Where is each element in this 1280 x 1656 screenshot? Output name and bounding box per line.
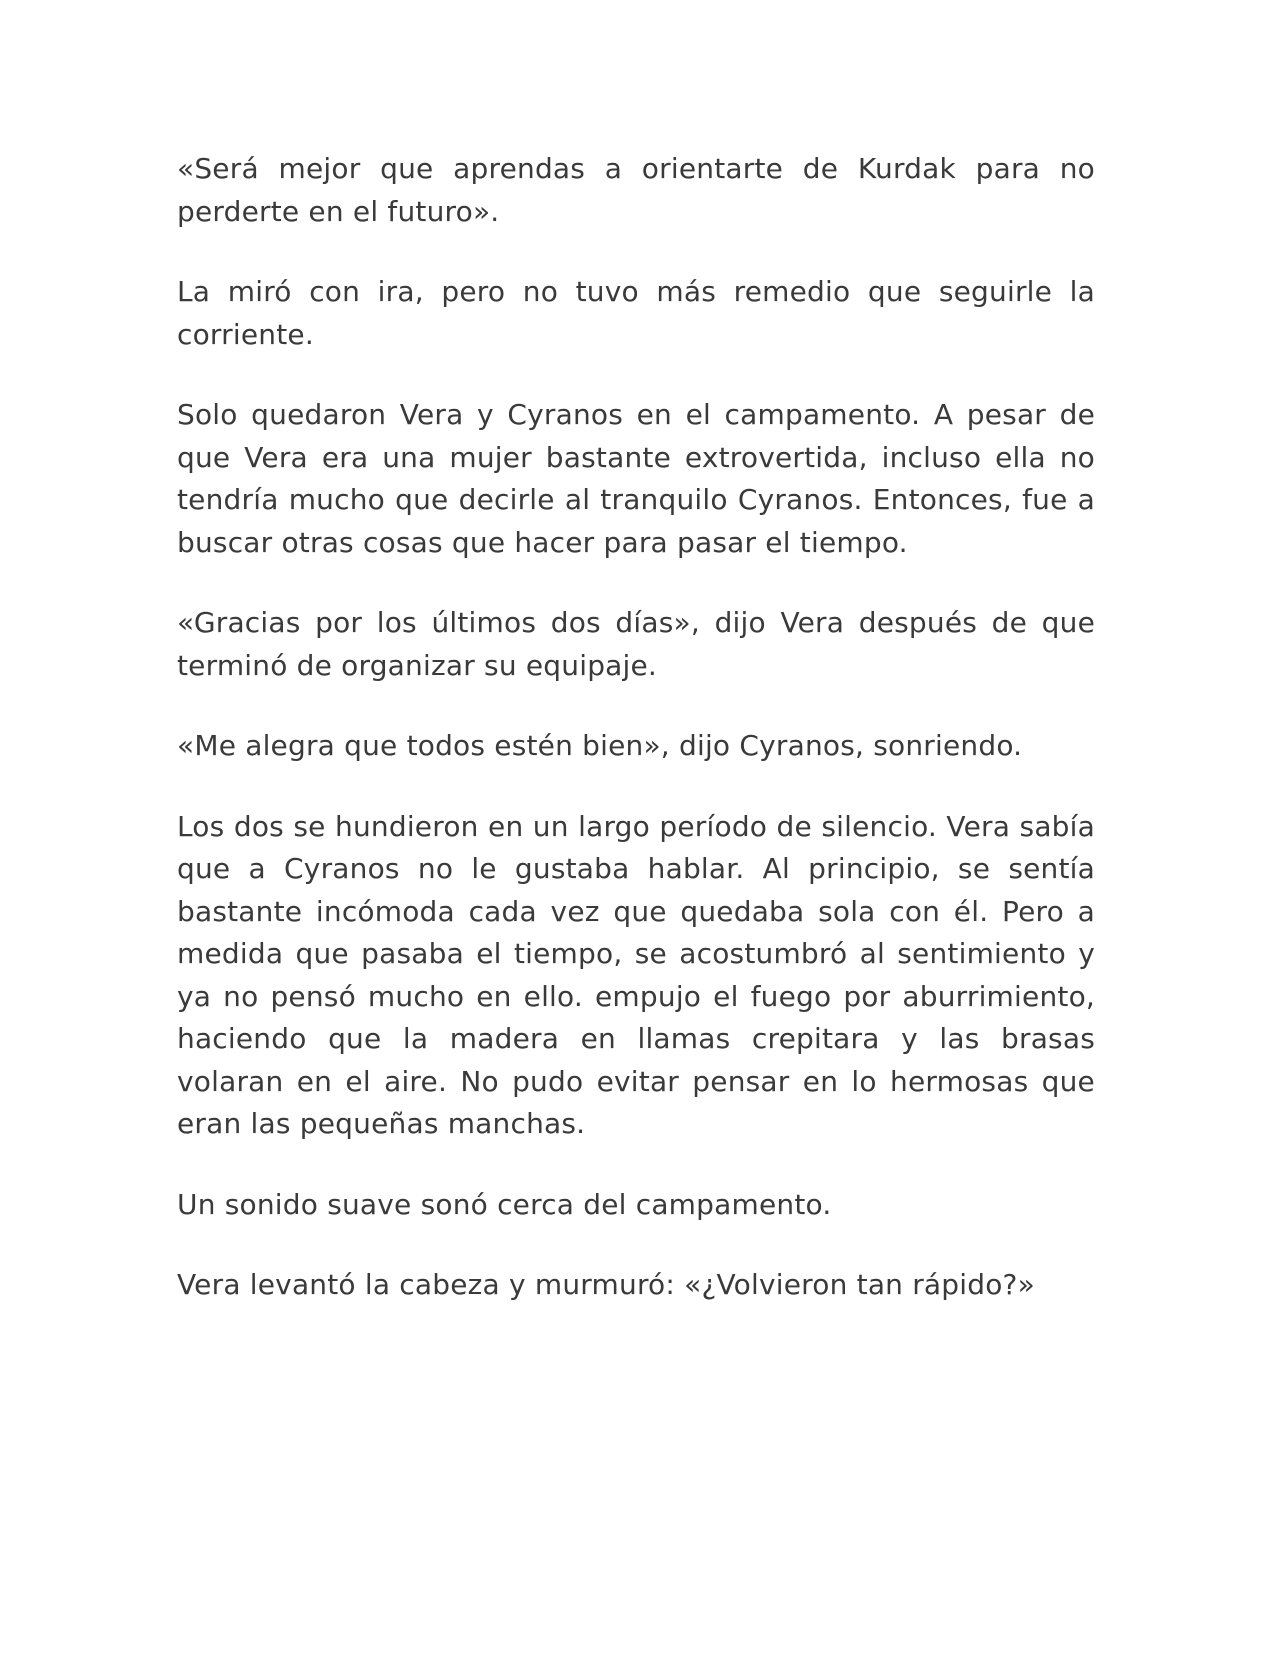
paragraph-2: La miró con ira, pero no tuvo más remedio que seguirle la corriente.: [177, 275, 1095, 351]
paragraph-1: «Será mejor que aprendas a orientarte de Kurdak para no perderte en el futuro».: [177, 152, 1095, 228]
paragraph-5: «Me alegra que todos estén bien», dijo Cyranos, sonriendo.: [177, 729, 1023, 762]
paragraph-8: Vera levantó la cabeza y murmuró: «¿Volvieron tan rápido?»: [177, 1268, 1035, 1301]
paragraph-3: Solo quedaron Vera y Cyranos en el campamento. A pesar de que Vera era una mujer bastante extrovertida, incluso ella no tendría mucho que decirle al tranquilo Cyranos. Entonces, fue a buscar otras cosas que hacer para pasar el tiempo.: [177, 398, 1095, 559]
document-page: [177, 148, 1095, 1345]
paragraph-4: «Gracias por los últimos dos días», dijo Vera después de que terminó de organizar su equipaje.: [177, 606, 1095, 682]
paragraph-6: Los dos se hundieron en un largo período de silencio. Vera sabía que a Cyranos no le gustaba hablar. Al principio, se sentía bastante incómoda cada vez que quedaba sola con él. Pero a medida que pasaba el tiempo, se acostumbró al sentimiento y ya no pensó mucho en ello. empujo el fuego por aburrimiento, haciendo que la madera en llamas crepitara y las brasas volaran en el aire. No pudo evitar pensar en lo hermosas que eran las pequeñas manchas.: [177, 809, 1095, 1140]
paragraph-7: Un sonido suave sonó cerca del campamento.: [177, 1187, 832, 1221]
